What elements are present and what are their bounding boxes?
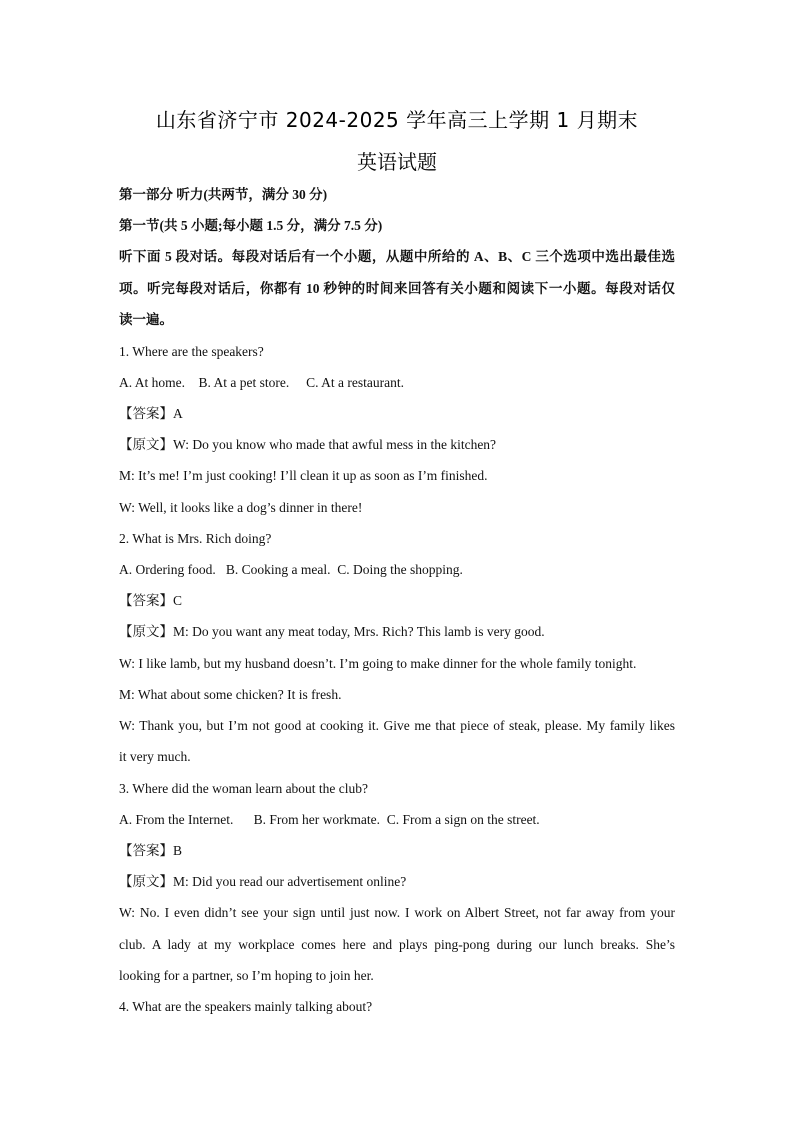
- transcript-line: M: It’s me! I’m just cooking! I’ll clean it up as soon as I’m finished.: [119, 468, 488, 483]
- instruction-line: 读一遍。: [119, 312, 173, 327]
- question-text: 4. What are the speakers mainly talking about?: [119, 999, 373, 1014]
- subsection-heading: 第一节(共 5 小题;每小题 1.5 分，满分 7.5 分): [119, 218, 383, 233]
- question-text: 2. What is Mrs. Rich doing?: [119, 531, 272, 546]
- transcript-line: looking for a partner, so I’m hoping to join her.: [119, 968, 374, 983]
- transcript-line: W: Well, it looks like a dog’s dinner in there!: [119, 500, 363, 515]
- transcript-line: it very much.: [119, 749, 191, 764]
- transcript-line: club. A lady at my workplace comes here and plays ping-pong during our lunch breaks. She’s: [119, 937, 675, 952]
- answer-options: A. From the Internet. B. From her workmate. C. From a sign on the street.: [119, 812, 540, 827]
- transcript-line: 【原文】W: Do you know who made that awful mess in the kitchen?: [119, 437, 497, 452]
- transcript-line: W: Thank you, but I’m not good at cooking it. Give me that piece of steak, please. My family likes: [119, 718, 675, 733]
- transcript-line: 【原文】M: Did you read our advertisement online?: [119, 874, 407, 889]
- answer-key: 【答案】C: [119, 593, 183, 608]
- transcript-line: W: I like lamb, but my husband doesn’t. I’m going to make dinner for the whole family tonight.: [119, 656, 637, 671]
- answer-key: 【答案】A: [119, 406, 183, 421]
- instruction-line: 项。听完每段对话后，你都有 10 秒钟的时间来回答有关小题和阅读下一小题。每段对话仅: [119, 281, 675, 296]
- instruction-line: 听下面 5 段对话。每段对话后有一个小题，从题中所给的 A、B、C 三个选项中选出最佳选: [119, 249, 675, 264]
- document-title: 山东省济宁市 2024-2025 学年高三上学期 1 月期末: [155, 108, 639, 132]
- answer-options: A. Ordering food. B. Cooking a meal. C. Doing the shopping.: [119, 562, 463, 577]
- question-text: 3. Where did the woman learn about the club?: [119, 781, 369, 796]
- answer-options: A. At home. B. At a pet store. C. At a restaurant.: [119, 375, 404, 390]
- transcript-line: W: No. I even didn’t see your sign until just now. I work on Albert Street, not far away from your: [119, 905, 675, 920]
- answer-key: 【答案】B: [119, 843, 183, 858]
- question-text: 1. Where are the speakers?: [119, 344, 264, 359]
- transcript-line: 【原文】M: Do you want any meat today, Mrs. Rich? This lamb is very good.: [119, 624, 545, 639]
- document-subtitle: 英语试题: [357, 150, 437, 174]
- transcript-line: M: What about some chicken? It is fresh.: [119, 687, 342, 702]
- section-heading: 第一部分 听力(共两节，满分 30 分): [119, 187, 328, 202]
